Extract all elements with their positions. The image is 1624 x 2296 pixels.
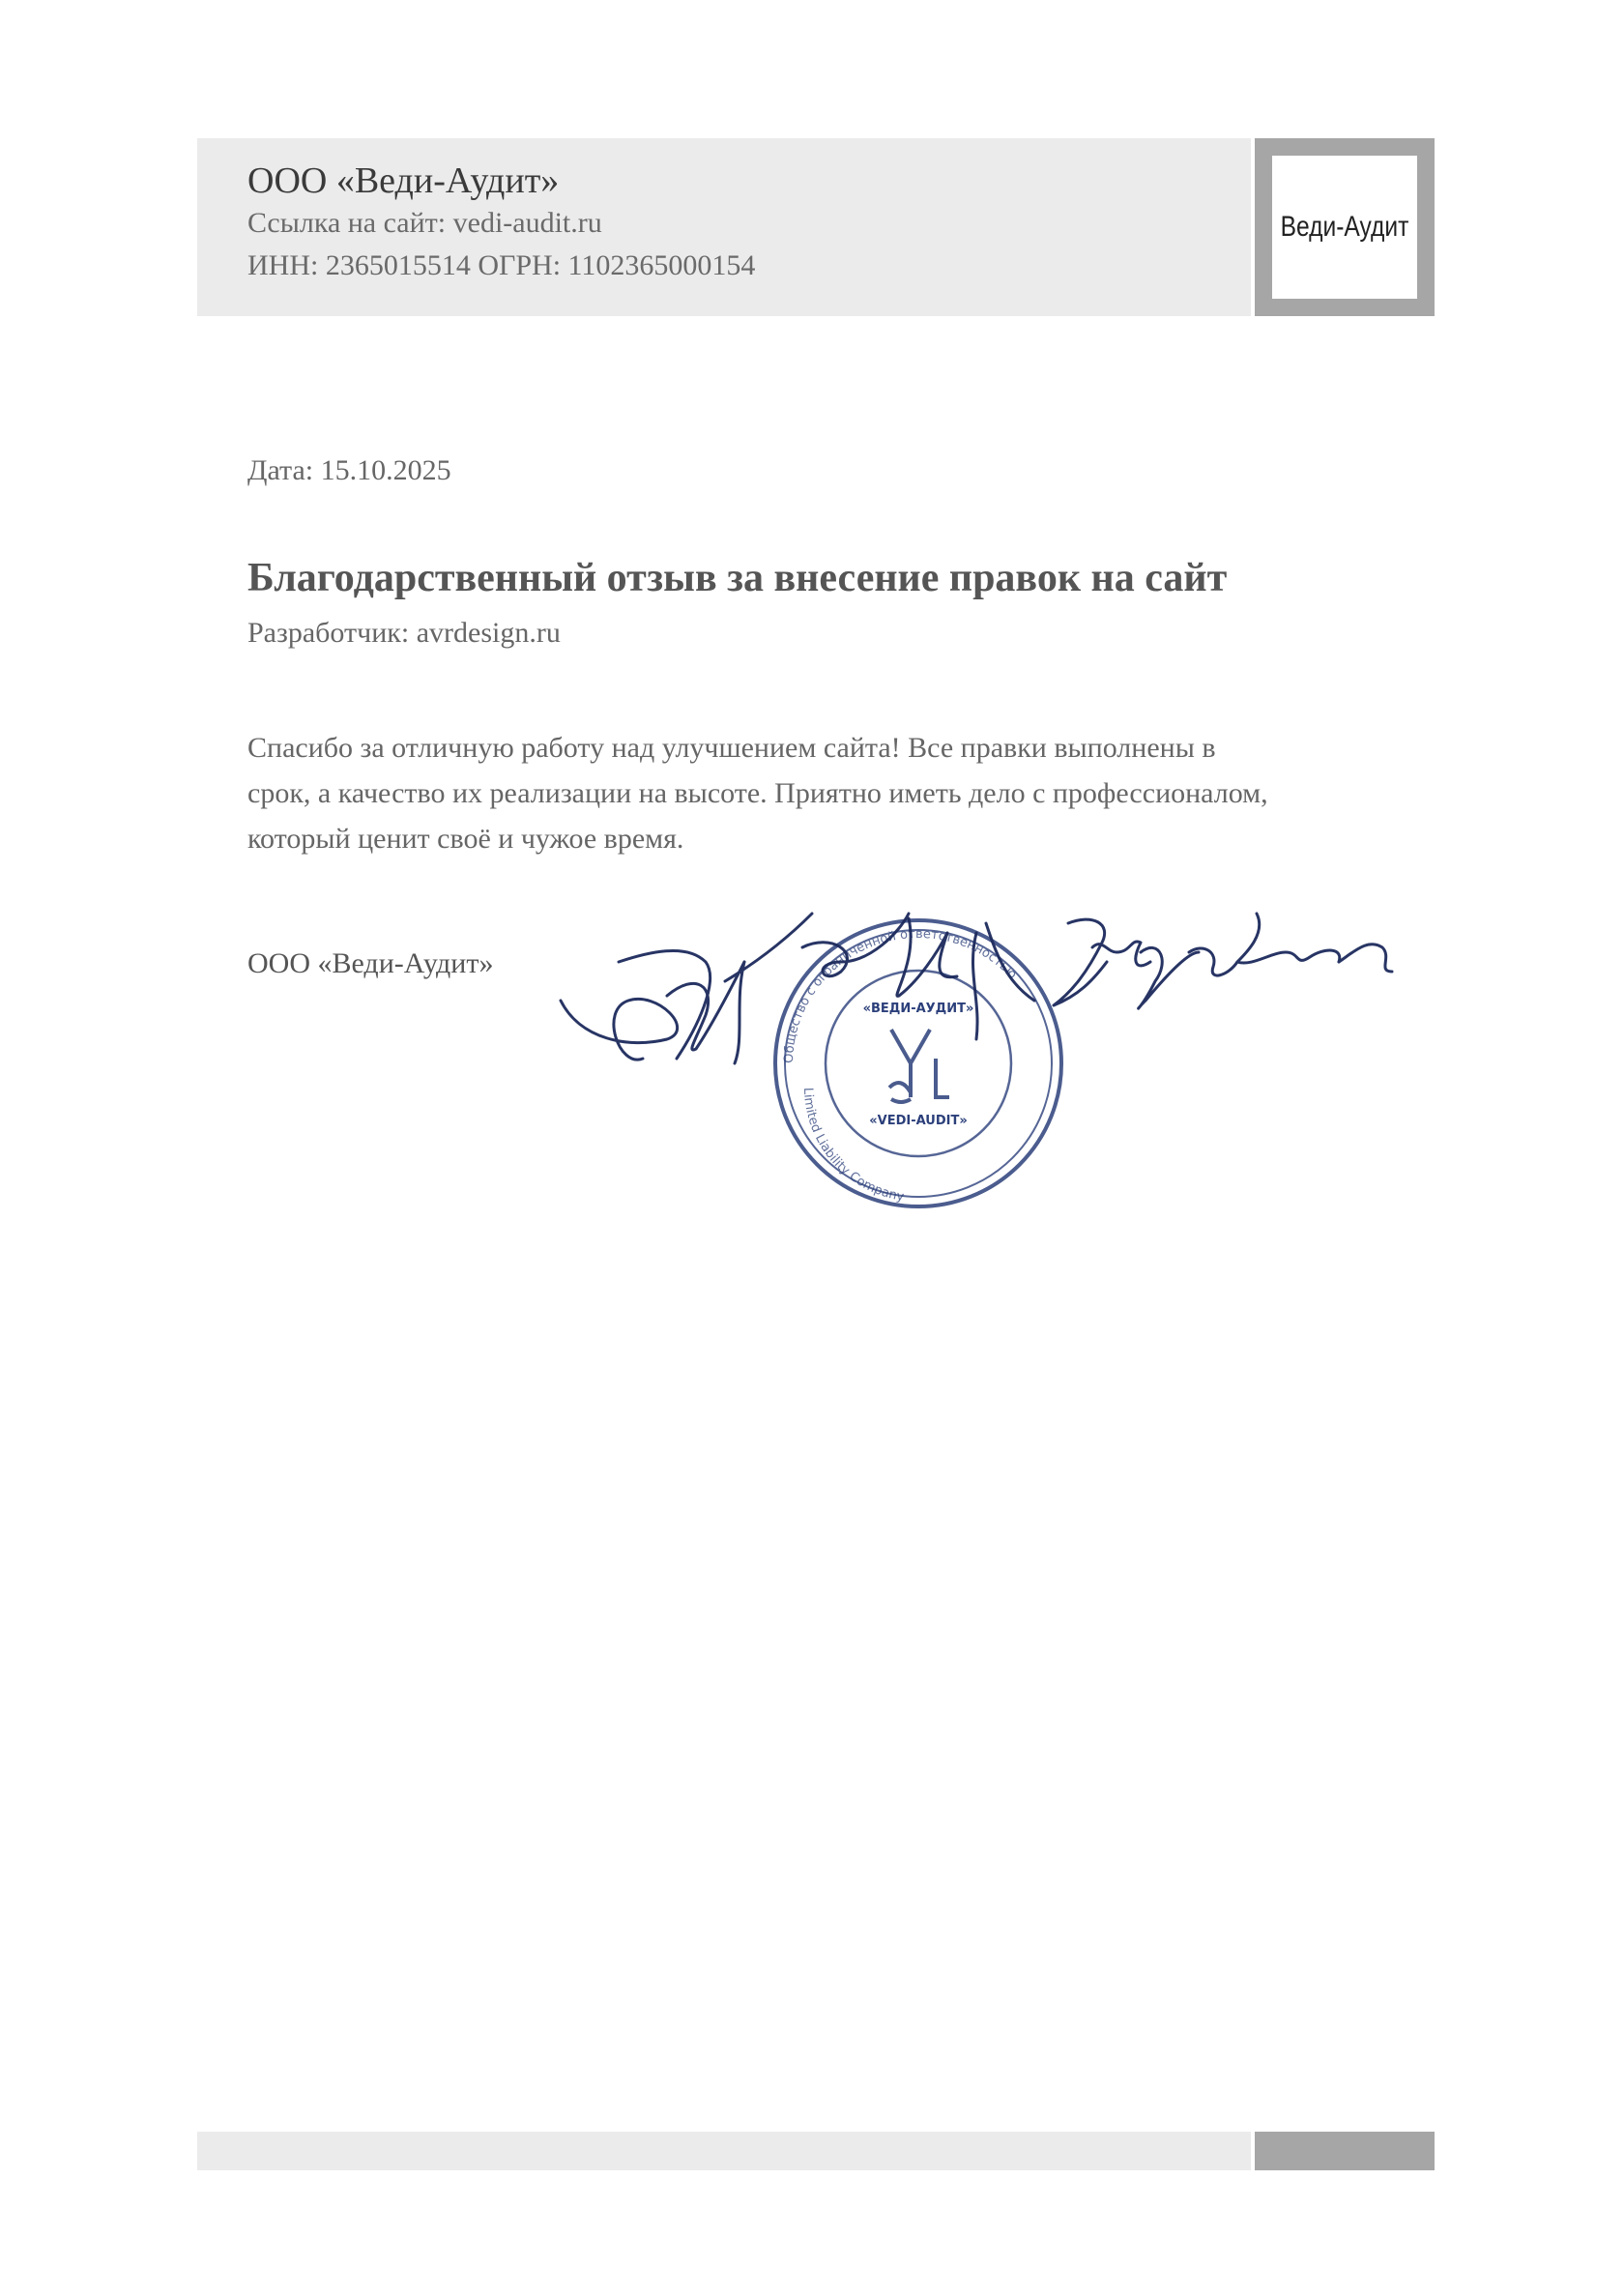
logo [1272,156,1417,299]
body-line: Спасибо за отличную работу над улучшением сайта! Все правки выполнены в [247,732,1216,764]
body-line: срок, а качество их реализации на высоте. Приятно иметь дело с профессионалом, [247,777,1268,809]
document-date: Дата: 15.10.2025 [247,454,451,486]
document-title: Благодарственный отзыв за внесение правок на сайт [247,556,1228,600]
letter-body [247,725,1436,861]
logo-text: Веди-Аудит [1280,211,1409,243]
signatory-name: ООО «Веди-Аудит» [247,947,494,979]
company-website: Ссылка на сайт: vedi-audit.ru [247,207,602,239]
stamp-emblem-icon [889,1030,949,1102]
letterhead [197,138,1251,316]
company-name: ООО «Веди-Аудит» [247,160,560,201]
handwritten-signature [561,914,1392,1063]
svg-text:«ВЕДИ-АУДИТ»: «ВЕДИ-АУДИТ» [862,1002,974,1016]
company-registration-ids: ИНН: 2365015514 ОГРН: 1102365000154 [247,249,756,281]
svg-text:«VEDI-AUDIT»: «VEDI-AUDIT» [869,1114,968,1128]
footer-bar [197,2132,1251,2170]
footer-accent [1255,2132,1435,2170]
company-stamp [775,920,1061,1206]
signature-and-stamp [551,894,1421,1213]
document-subtitle: Разработчик: avrdesign.ru [247,617,561,649]
svg-text:Limited Liability Company: Limited Liability Company [799,1087,906,1205]
body-line: который ценит своё и чужое время. [247,823,684,855]
svg-text:Общество с ограниченной ответс: Общество с ограниченной ответственностью [781,926,1020,1064]
logo-frame [1255,138,1435,316]
